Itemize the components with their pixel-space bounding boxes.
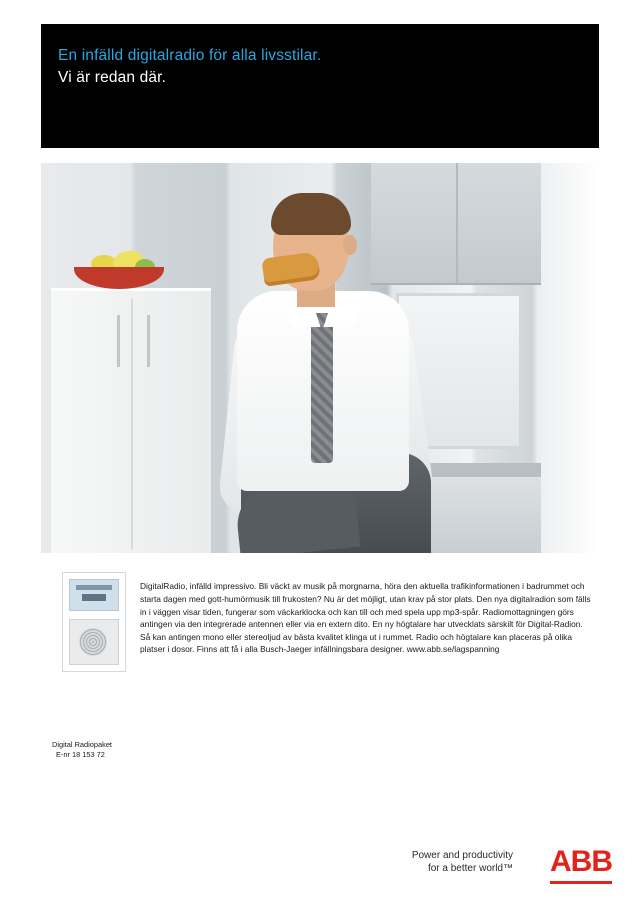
footer-tagline xyxy=(412,849,513,875)
speaker-grille-icon xyxy=(79,628,107,656)
man-tie xyxy=(311,313,333,463)
radio-display-icon xyxy=(69,579,119,611)
right-wall xyxy=(541,163,599,553)
abb-logo xyxy=(550,845,612,884)
man-ear xyxy=(343,235,357,255)
product-caption xyxy=(52,740,112,760)
man-hair xyxy=(271,193,351,235)
hero-photo xyxy=(41,163,599,553)
hero-headline-line-2: Vi är redan där. xyxy=(58,69,167,86)
white-sideboard xyxy=(51,288,211,553)
upper-cabinet xyxy=(371,163,541,285)
body-copy: DigitalRadio, infälld impressivo. Bli väckt av musik på morgnarna, höra den aktuella trafikinformationen i badrummet och starta dagen med gott-humörmusik till frukosten? Nu är det möjligt, utan krav på stor plats. Den nya digitalradion som fälls in i väggen visar tiden, fungerar som väckarklocka och kan till och med spela upp mp3-spår. Radiomottagningen görs antingen via den integrerade antennen eller via en extern dito. En ny högtalare har utvecklats särskilt för Digital-Radion. Så kan antingen mono eller stereoljud av bästa kvalitet klinga ut i rummet. Radio och högtalare kan placeras på olika platser i dosor. Finns att få i alla Busch-Jaeger infällningsbara designer. www.abb.se/lagspanning xyxy=(140,581,591,655)
product-caption-article-number: E-nr 18 153 72 xyxy=(56,750,105,759)
product-image-digital-radio xyxy=(62,572,126,672)
sideboard-handle-left xyxy=(117,315,120,367)
display-time-line xyxy=(82,594,106,601)
sideboard-handle-right xyxy=(147,315,150,367)
sideboard-door-split xyxy=(131,299,133,549)
display-text-line xyxy=(76,585,112,590)
speaker-module xyxy=(69,619,119,665)
footer-tagline-line-2: for a better world™ xyxy=(427,863,513,874)
abb-logo-text: ABB xyxy=(550,845,612,878)
product-caption-name: Digital Radiopaket xyxy=(52,740,112,749)
hero-headline xyxy=(58,45,578,89)
abb-logo-bar xyxy=(550,881,612,884)
hero-headline-line-1: En infälld digitalradio för alla livsstilar. xyxy=(58,47,322,64)
footer-tagline-line-1: Power and productivity xyxy=(411,850,513,861)
